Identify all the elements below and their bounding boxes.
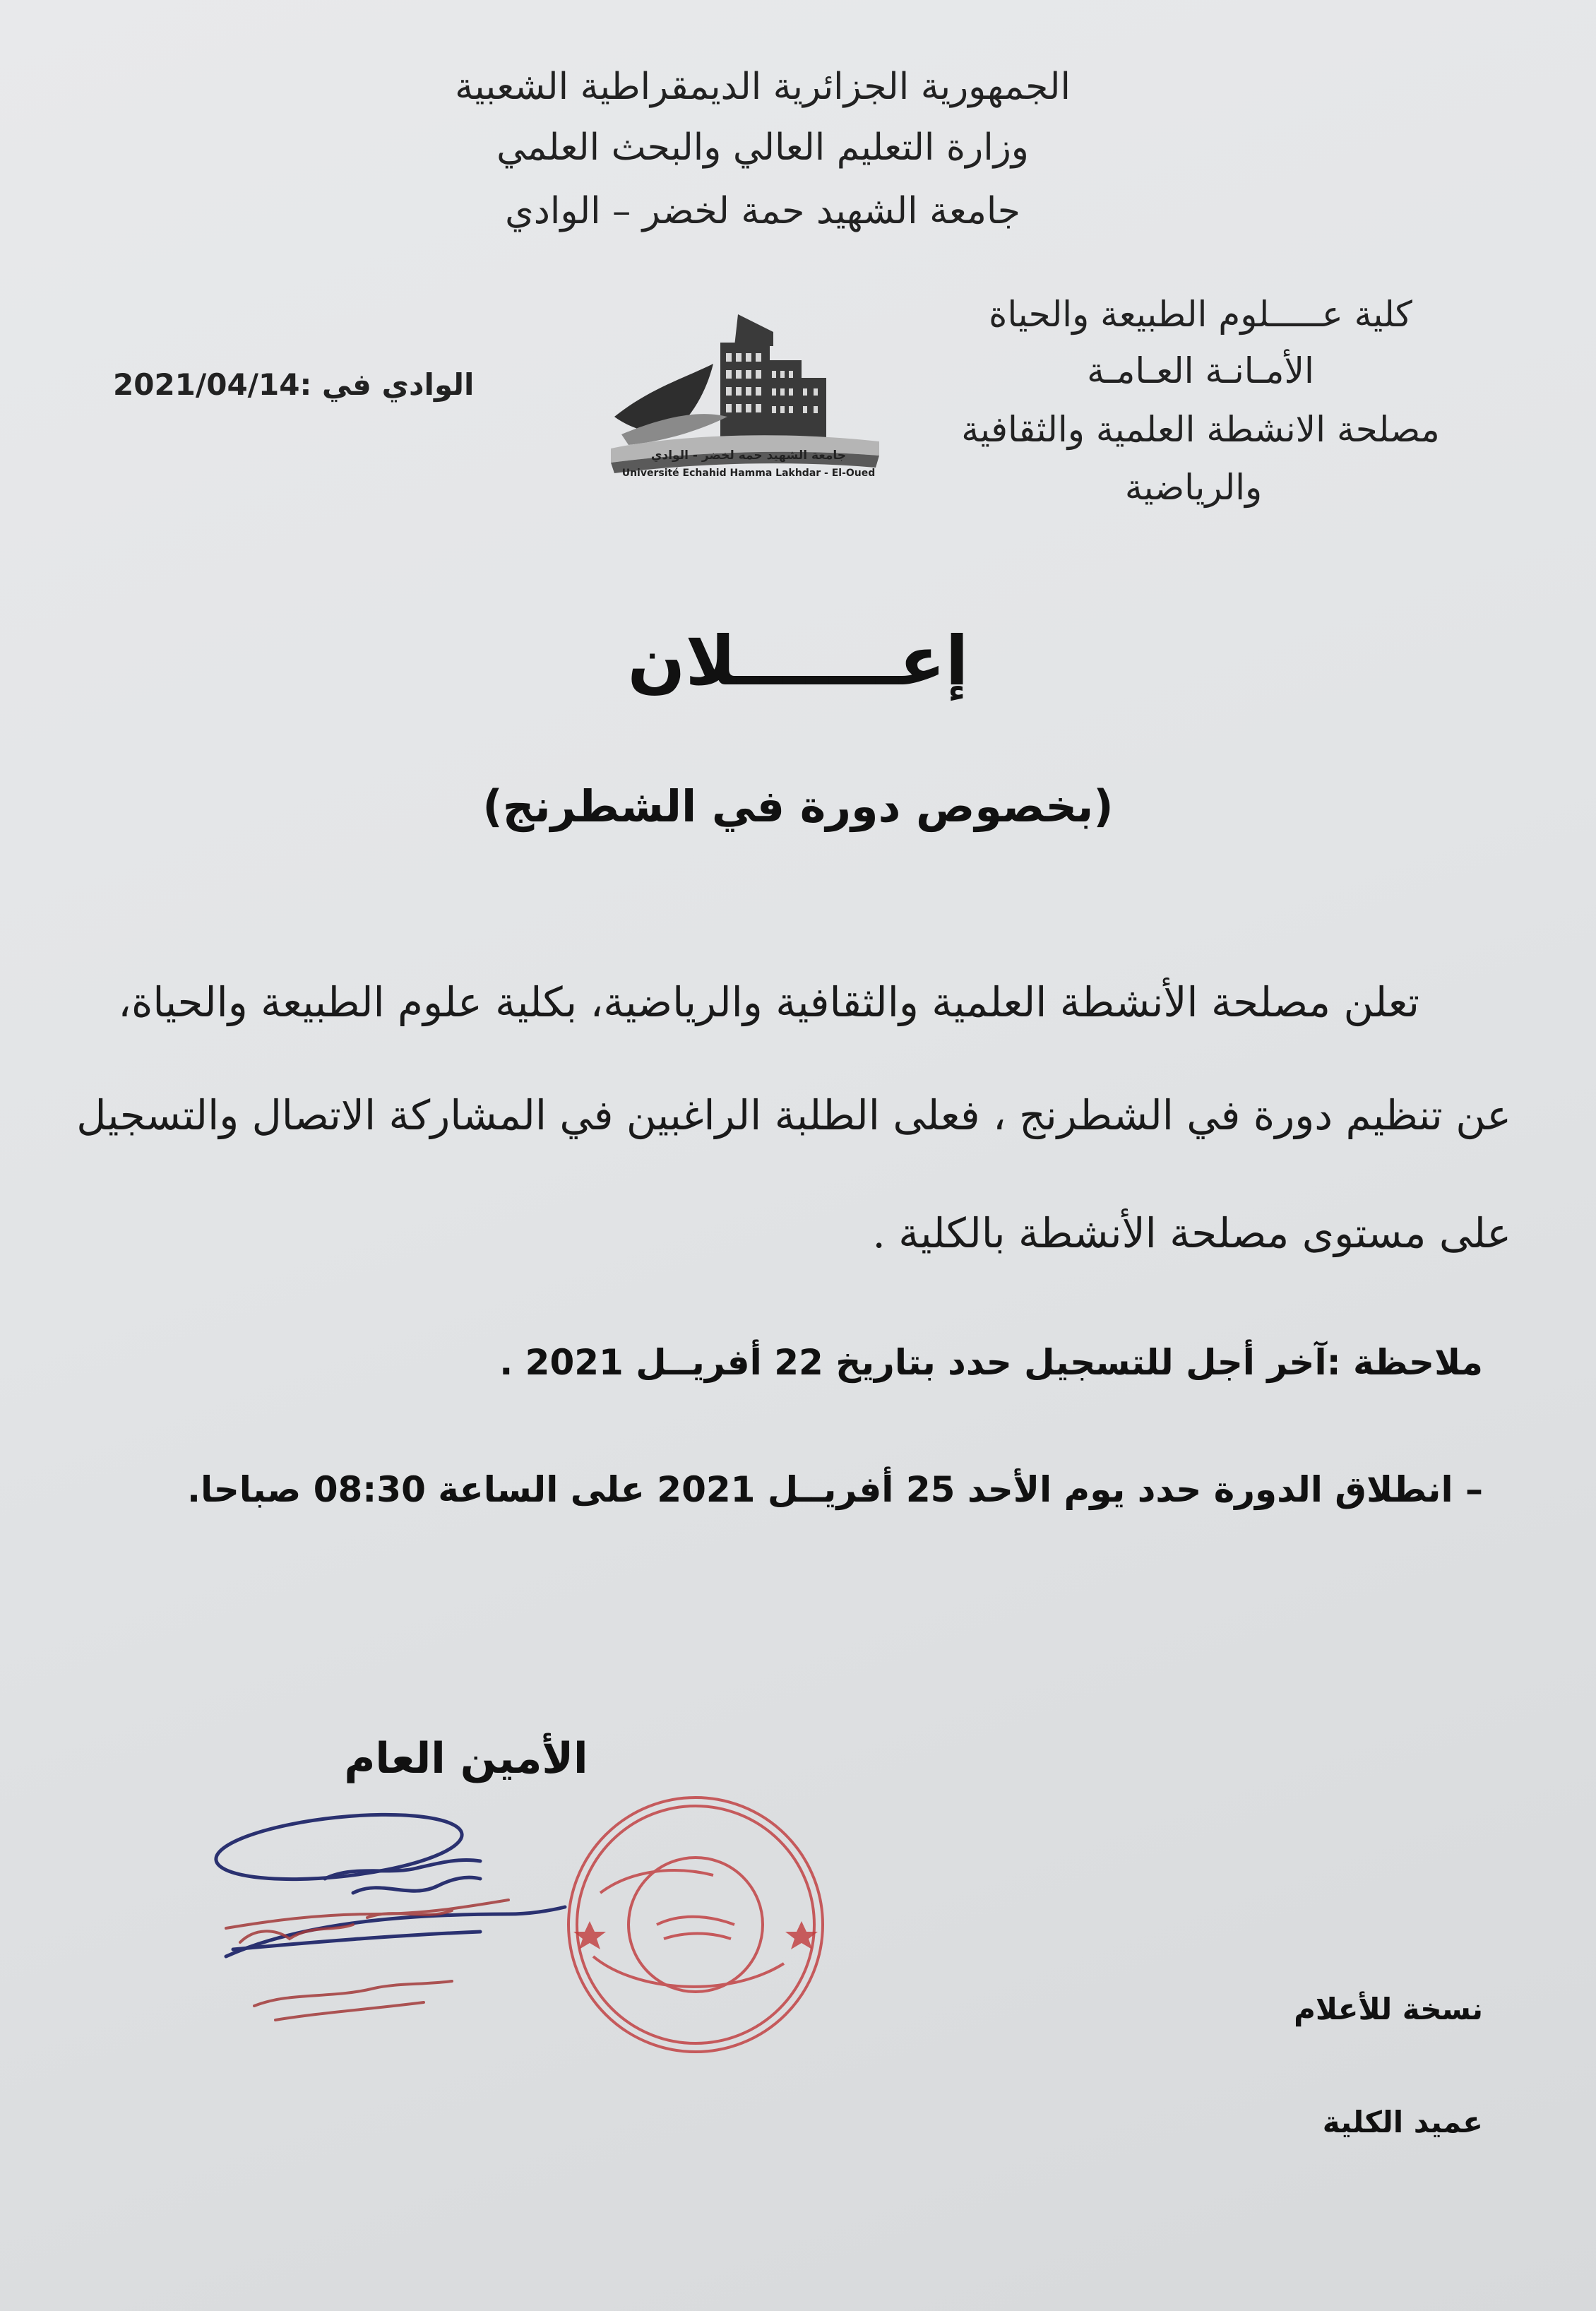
official-stamp	[558, 1787, 833, 2062]
signatory-title: الأمين العام	[344, 1734, 588, 1783]
note-start: – انطلاق الدورة حدد يوم الأحد 25 أفريــل 2021 على الساعة 08:30 صباحا.	[187, 1469, 1483, 1510]
faculty-secretariat: الأمـانـة العـامـة	[1087, 350, 1314, 391]
header-ministry: وزارة التعليم العالي والبحث العلمي	[496, 126, 1029, 169]
header-country: الجمهورية الجزائرية الديمقراطية الشعبية	[455, 66, 1071, 108]
announcement-title: إعـــــــلان	[627, 622, 969, 701]
logo-caption-fr: Université Echahid Hamma Lakhdar - El-Oued	[621, 468, 876, 479]
copy-label: نسخة للأعلام	[1294, 1992, 1483, 2026]
copy-dean: عميد الكلية	[1322, 2105, 1483, 2139]
body-line-1: تعلن مصلحة الأنشطة العلمية والثقافية والرياضية، بكلية علوم الطبيعة والحياة،	[118, 978, 1419, 1026]
header-university: جامعة الشهيد حمة لخضر – الوادي	[505, 190, 1020, 232]
faculty-service-cont: والرياضية	[1124, 467, 1263, 508]
body-line-2: عن تنظيم دورة في الشطرنج ، فعلى الطلبة الراغبين في المشاركة الاتصال والتسجيل	[76, 1091, 1511, 1139]
faculty-name: كلية عـــــلوم الطبيعة والحياة	[989, 294, 1412, 335]
note-deadline: ملاحظة :آخر أجل للتسجيل حدد بتاريخ 22 أفريــل 2021 .	[499, 1342, 1483, 1383]
date-line	[113, 367, 474, 402]
announcement-subtitle: (بخصوص دورة في الشطرنج)	[482, 780, 1114, 832]
date-text: الوادي في :2021/04/14	[113, 367, 475, 402]
handwritten-signature	[212, 1808, 607, 2048]
logo-caption-ar: جامعة الشهيد حمه لخضر - الوادي	[650, 448, 847, 463]
faculty-service: مصلحة الانشطة العلمية والثقافية	[961, 409, 1440, 450]
body-line-3: على مستوى مصلحة الأنشطة بالكلية .	[872, 1209, 1511, 1257]
